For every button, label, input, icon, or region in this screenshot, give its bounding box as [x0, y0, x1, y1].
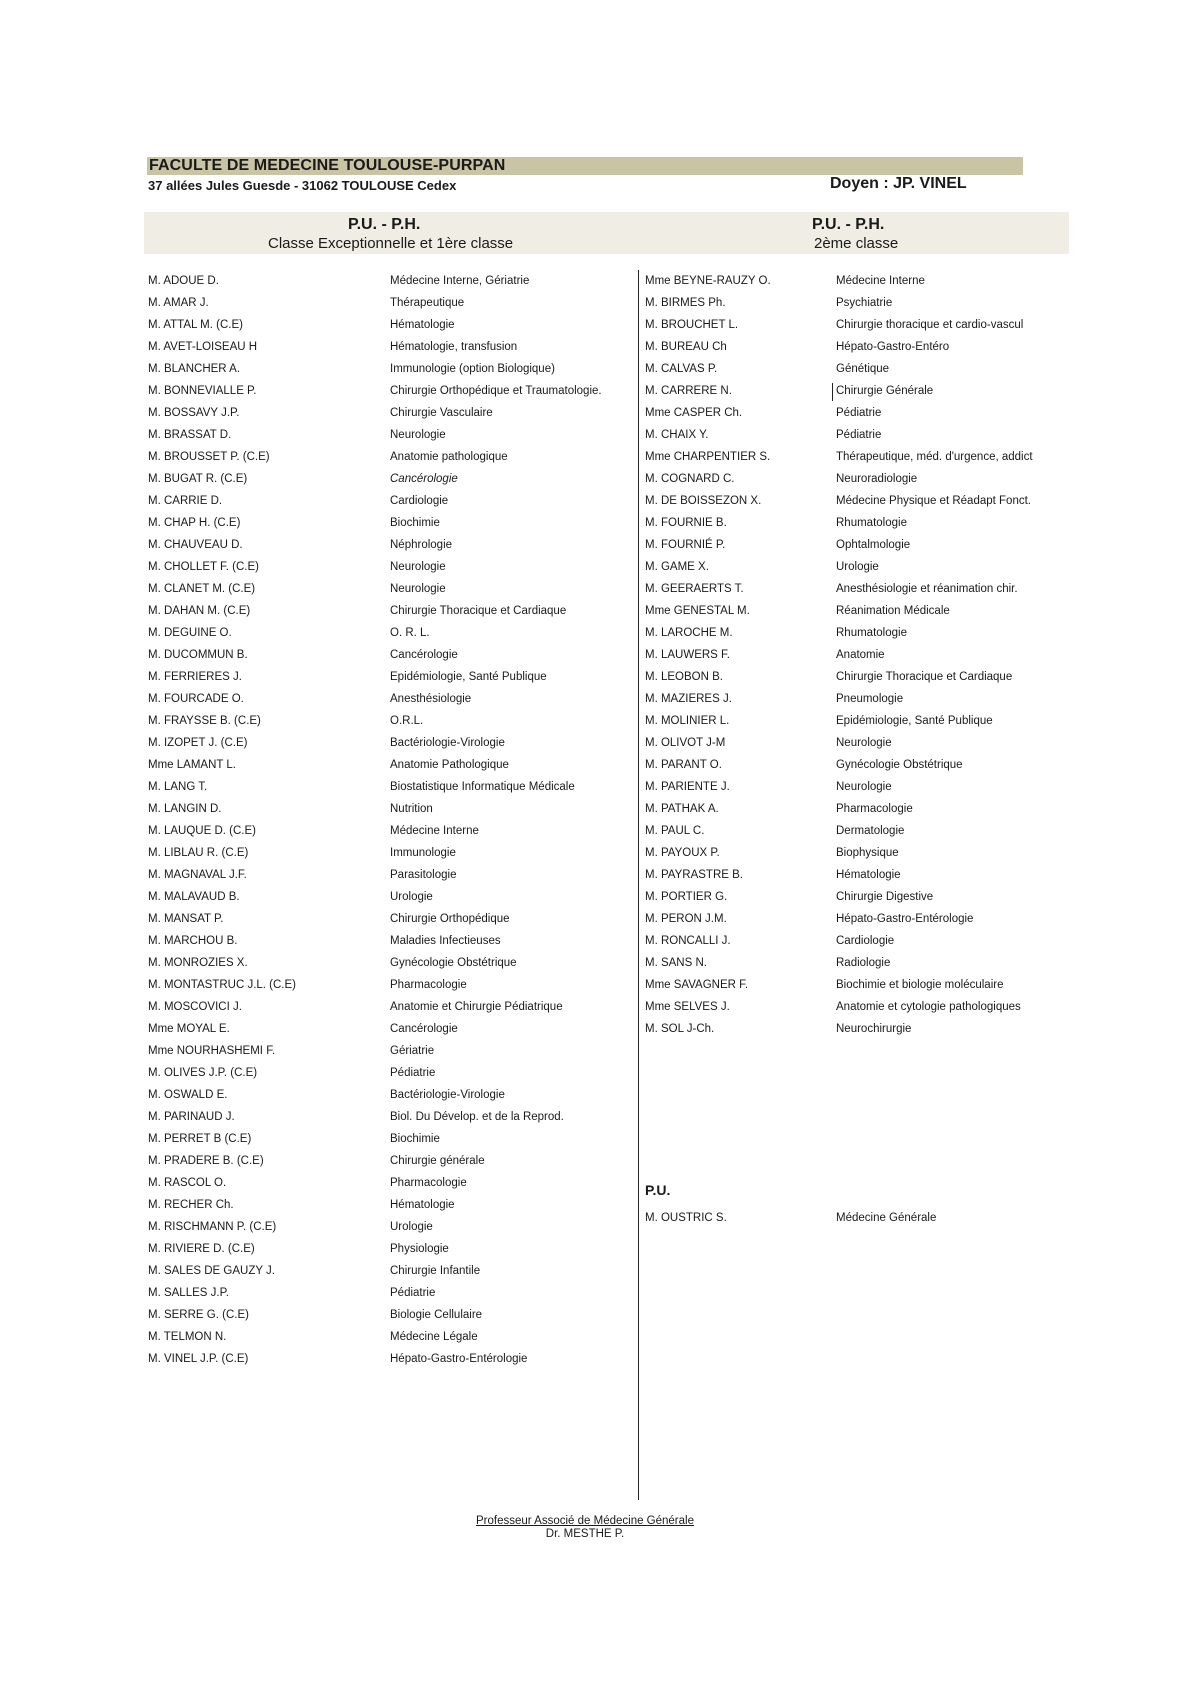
- column-divider: [638, 270, 639, 1500]
- staff-name: M. OUSTRIC S.: [645, 1212, 727, 1224]
- staff-specialty: Pharmacologie: [390, 1177, 467, 1189]
- staff-name: M. LAUQUE D. (C.E): [148, 825, 256, 837]
- staff-row: [148, 1260, 628, 1282]
- staff-name: M. CHOLLET F. (C.E): [148, 561, 259, 573]
- staff-specialty: Parasitologie: [390, 869, 457, 881]
- staff-name: M. RASCOL O.: [148, 1177, 227, 1189]
- staff-specialty: Nutrition: [390, 803, 433, 815]
- staff-specialty: Anatomie: [836, 649, 885, 661]
- staff-specialty: Dermatologie: [836, 825, 905, 837]
- staff-name: M. GAME X.: [645, 561, 709, 573]
- staff-row: [645, 556, 1070, 578]
- staff-row: [148, 1040, 628, 1062]
- staff-name: M. PRADERE B. (C.E): [148, 1155, 264, 1167]
- staff-row: [148, 1304, 628, 1326]
- staff-name: M. AMAR J.: [148, 297, 209, 309]
- staff-row: [645, 930, 1070, 952]
- staff-row: [645, 446, 1070, 468]
- staff-specialty: Médecine Légale: [390, 1331, 478, 1343]
- staff-row: [645, 600, 1070, 622]
- faculty-title-bar: [147, 157, 1023, 175]
- staff-specialty: Bactériologie-Virologie: [390, 1089, 505, 1101]
- staff-row: [645, 336, 1070, 358]
- staff-specialty: Hématologie, transfusion: [390, 341, 518, 353]
- staff-row: [148, 1106, 628, 1128]
- staff-name: M. DAHAN M. (C.E): [148, 605, 251, 617]
- staff-specialty: Hépato-Gastro-Entérologie: [390, 1353, 528, 1365]
- staff-name: M. PARIENTE J.: [645, 781, 730, 793]
- staff-name: M. ADOUE D.: [148, 275, 219, 287]
- staff-specialty: Pneumologie: [836, 693, 904, 705]
- staff-row: [148, 930, 628, 952]
- staff-specialty: Urologie: [390, 1221, 433, 1233]
- staff-name: M. MONROZIES X.: [148, 957, 248, 969]
- staff-row: [148, 556, 628, 578]
- staff-specialty: Immunologie (option Biologique): [390, 363, 555, 375]
- staff-name: M. PORTIER G.: [645, 891, 728, 903]
- staff-row: [645, 776, 1070, 798]
- staff-name: M. CALVAS P.: [645, 363, 718, 375]
- staff-name: M. IZOPET J. (C.E): [148, 737, 248, 749]
- staff-row: [645, 644, 1070, 666]
- staff-name: M. SANS N.: [645, 957, 707, 969]
- right-staff-list: [645, 270, 1070, 1040]
- staff-specialty: Immunologie: [390, 847, 456, 859]
- staff-specialty: Pédiatrie: [836, 407, 882, 419]
- staff-specialty: Chirurgie Digestive: [836, 891, 934, 903]
- staff-row: [148, 798, 628, 820]
- staff-name: Mme MOYAL E.: [148, 1023, 230, 1035]
- staff-name: M. LANG T.: [148, 781, 208, 793]
- staff-name: M. OLIVOT J-M: [645, 737, 726, 749]
- left-staff-list: [148, 270, 628, 1370]
- staff-name: Mme CHARPENTIER S.: [645, 451, 771, 463]
- staff-name: M. RECHER Ch.: [148, 1199, 234, 1211]
- staff-name: M. CLANET M. (C.E): [148, 583, 256, 595]
- staff-row: [148, 1150, 628, 1172]
- staff-row: [148, 908, 628, 930]
- staff-row: [148, 1238, 628, 1260]
- staff-specialty: Thérapeutique: [390, 297, 465, 309]
- staff-row: [645, 314, 1070, 336]
- staff-row: [645, 534, 1070, 556]
- dean-name: Doyen : JP. VINEL: [830, 175, 967, 192]
- staff-specialty: Cancérologie: [390, 1023, 458, 1035]
- staff-row: [148, 820, 628, 842]
- staff-specialty: O. R. L.: [390, 627, 430, 639]
- staff-name: Mme SELVES J.: [645, 1001, 730, 1013]
- staff-row: [148, 974, 628, 996]
- staff-specialty: Anesthésiologie et réanimation chir.: [836, 583, 1018, 595]
- staff-row: [645, 424, 1070, 446]
- staff-row: [148, 512, 628, 534]
- staff-row: [148, 468, 628, 490]
- staff-name: M. ATTAL M. (C.E): [148, 319, 243, 331]
- staff-row: [148, 402, 628, 424]
- staff-specialty: Gériatrie: [390, 1045, 435, 1057]
- staff-row: [645, 1207, 1070, 1229]
- staff-specialty: Biochimie: [390, 517, 440, 529]
- faculty-name: FACULTE DE MEDECINE TOULOUSE-PURPAN: [149, 157, 506, 174]
- staff-name: M. FERRIERES J.: [148, 671, 242, 683]
- staff-name: M. MAGNAVAL J.F.: [148, 869, 247, 881]
- staff-row: [148, 578, 628, 600]
- staff-name: M. CARRERE N.: [645, 385, 732, 397]
- staff-row: [645, 512, 1070, 534]
- staff-name: M. SALLES J.P.: [148, 1287, 229, 1299]
- staff-row: [148, 842, 628, 864]
- staff-specialty: Pédiatrie: [836, 429, 882, 441]
- staff-specialty: Cancérologie: [390, 473, 458, 485]
- staff-row: [148, 1282, 628, 1304]
- staff-row: [148, 534, 628, 556]
- staff-name: M. PARANT O.: [645, 759, 722, 771]
- staff-name: M. LIBLAU R. (C.E): [148, 847, 249, 859]
- staff-row: [148, 424, 628, 446]
- staff-specialty: Génétique: [836, 363, 890, 375]
- staff-name: M. PERRET B (C.E): [148, 1133, 252, 1145]
- staff-specialty: Anatomie et cytologie pathologiques: [836, 1001, 1021, 1013]
- staff-name: M. BONNEVIALLE P.: [148, 385, 257, 397]
- staff-row: [148, 600, 628, 622]
- staff-name: Mme BEYNE-RAUZY O.: [645, 275, 771, 287]
- staff-specialty: Chirurgie générale: [390, 1155, 485, 1167]
- staff-specialty: Biologie Cellulaire: [390, 1309, 483, 1321]
- staff-row: [148, 952, 628, 974]
- staff-name: M. RIVIERE D. (C.E): [148, 1243, 255, 1255]
- staff-specialty: Anesthésiologie: [390, 693, 472, 705]
- staff-name: M. SOL J-Ch.: [645, 1023, 715, 1035]
- staff-specialty: Neurologie: [390, 429, 446, 441]
- staff-row: [148, 1084, 628, 1106]
- staff-specialty: Neurochirurgie: [836, 1023, 912, 1035]
- staff-name: M. CHAIX Y.: [645, 429, 709, 441]
- staff-specialty: Néphrologie: [390, 539, 453, 551]
- staff-specialty: Anatomie et Chirurgie Pédiatrique: [390, 1001, 563, 1013]
- left-section-subtitle: Classe Exceptionnelle et 1ère classe: [268, 235, 514, 252]
- staff-row: [148, 336, 628, 358]
- staff-specialty: Anatomie Pathologique: [390, 759, 509, 771]
- staff-name: Mme LAMANT L.: [148, 759, 236, 771]
- staff-name: M. MARCHOU B.: [148, 935, 238, 947]
- staff-specialty: Chirurgie Thoracique et Cardiaque: [836, 671, 1013, 683]
- staff-row: [148, 1194, 628, 1216]
- staff-row: [645, 798, 1070, 820]
- staff-name: M. GEERAERTS T.: [645, 583, 744, 595]
- staff-name: M. MAZIERES J.: [645, 693, 732, 705]
- staff-specialty: O.R.L.: [390, 715, 424, 727]
- staff-row: [148, 1326, 628, 1348]
- staff-name: M. CHAP H. (C.E): [148, 517, 241, 529]
- staff-row: [645, 886, 1070, 908]
- staff-row: [645, 292, 1070, 314]
- staff-name: M. MOLINIER L.: [645, 715, 730, 727]
- staff-row: [148, 996, 628, 1018]
- staff-specialty: Biochimie et biologie moléculaire: [836, 979, 1004, 991]
- staff-name: M. BROUSSET P. (C.E): [148, 451, 270, 463]
- staff-specialty: Chirurgie Vasculaire: [390, 407, 493, 419]
- staff-name: M. DE BOISSEZON X.: [645, 495, 762, 507]
- staff-row: [148, 776, 628, 798]
- staff-row: [645, 578, 1070, 600]
- footer-title: Professeur Associé de Médecine Générale: [476, 1515, 694, 1527]
- staff-name: M. MALAVAUD B.: [148, 891, 240, 903]
- staff-name: M. PAYRASTRE B.: [645, 869, 743, 881]
- staff-row: [645, 820, 1070, 842]
- staff-name: M. BOSSAVY J.P.: [148, 407, 240, 419]
- staff-name: M. LANGIN D.: [148, 803, 222, 815]
- staff-name: M. FOURCADE O.: [148, 693, 244, 705]
- staff-specialty: Chirurgie Thoracique et Cardiaque: [390, 605, 567, 617]
- staff-specialty: Médecine Interne: [836, 275, 925, 287]
- staff-name: Mme GENESTAL M.: [645, 605, 750, 617]
- staff-name: M. BIRMES Ph.: [645, 297, 726, 309]
- staff-name: M. MOSCOVICI J.: [148, 1001, 242, 1013]
- staff-row: [645, 380, 1070, 402]
- staff-name: M. VINEL J.P. (C.E): [148, 1353, 249, 1365]
- staff-row: [148, 1216, 628, 1238]
- staff-row: [645, 710, 1070, 732]
- staff-name: M. COGNARD C.: [645, 473, 735, 485]
- staff-specialty: Anatomie pathologique: [390, 451, 508, 463]
- staff-row: [645, 996, 1070, 1018]
- staff-row: [148, 1348, 628, 1370]
- staff-specialty: Biol. Du Dévelop. et de la Reprod.: [390, 1111, 564, 1123]
- staff-specialty: Médecine Générale: [836, 1212, 937, 1224]
- staff-row: [645, 468, 1070, 490]
- staff-name: M. LEOBON B.: [645, 671, 723, 683]
- staff-specialty: Neurologie: [390, 583, 446, 595]
- staff-specialty: Hématologie: [836, 869, 901, 881]
- staff-name: M. BUGAT R. (C.E): [148, 473, 248, 485]
- staff-specialty: Neurologie: [836, 781, 892, 793]
- staff-name: M. MONTASTRUC J.L. (C.E): [148, 979, 297, 991]
- staff-specialty: Chirurgie Générale: [836, 385, 934, 397]
- staff-specialty: Médecine Interne, Gériatrie: [390, 275, 530, 287]
- staff-specialty: Pédiatrie: [390, 1067, 436, 1079]
- staff-name: M. OSWALD E.: [148, 1089, 228, 1101]
- staff-name: M. MANSAT P.: [148, 913, 224, 925]
- staff-specialty: Maladies Infectieuses: [390, 935, 501, 947]
- staff-row: [645, 952, 1070, 974]
- staff-row: [645, 666, 1070, 688]
- staff-row: [148, 358, 628, 380]
- staff-name: M. PARINAUD J.: [148, 1111, 235, 1123]
- staff-specialty: Réanimation Médicale: [836, 605, 950, 617]
- staff-specialty: Neurologie: [836, 737, 892, 749]
- staff-name: M. BLANCHER A.: [148, 363, 241, 375]
- staff-specialty: Cardiologie: [836, 935, 895, 947]
- staff-row: [148, 1062, 628, 1084]
- left-section-title: P.U. - P.H.: [348, 216, 421, 233]
- staff-name: M. BUREAU Ch: [645, 341, 727, 353]
- staff-name: M. BROUCHET L.: [645, 319, 739, 331]
- staff-name: M. SALES DE GAUZY J.: [148, 1265, 275, 1277]
- staff-specialty: Gynécologie Obstétrique: [836, 759, 963, 771]
- staff-row: [645, 490, 1070, 512]
- staff-specialty: Urologie: [836, 561, 879, 573]
- staff-name: Mme SAVAGNER F.: [645, 979, 749, 991]
- staff-name: M. SERRE G. (C.E): [148, 1309, 249, 1321]
- staff-name: M. PAYOUX P.: [645, 847, 720, 859]
- staff-row: [148, 864, 628, 886]
- staff-specialty: Epidémiologie, Santé Publique: [836, 715, 993, 727]
- staff-row: [148, 710, 628, 732]
- staff-specialty: Chirurgie Orthopédique et Traumatologie.: [390, 385, 602, 397]
- staff-name: M. TELMON N.: [148, 1331, 227, 1343]
- staff-name: M. OLIVES J.P. (C.E): [148, 1067, 258, 1079]
- staff-name: M. LAROCHE M.: [645, 627, 733, 639]
- staff-specialty: Thérapeutique, méd. d'urgence, addict: [836, 451, 1033, 463]
- staff-row: [645, 754, 1070, 776]
- staff-row: [148, 380, 628, 402]
- staff-specialty: Psychiatrie: [836, 297, 893, 309]
- staff-specialty: Urologie: [390, 891, 433, 903]
- staff-name: M. CHAUVEAU D.: [148, 539, 243, 551]
- right-section-subtitle: 2ème classe: [814, 235, 899, 252]
- staff-specialty: Médecine Physique et Réadapt Fonct.: [836, 495, 1031, 507]
- footer-name: Dr. MESTHE P.: [545, 1528, 625, 1540]
- staff-specialty: Médecine Interne: [390, 825, 479, 837]
- staff-row: [148, 1018, 628, 1040]
- staff-specialty: Hématologie: [390, 1199, 455, 1211]
- staff-row: [148, 644, 628, 666]
- staff-name: Mme CASPER Ch.: [645, 407, 743, 419]
- staff-specialty: Radiologie: [836, 957, 891, 969]
- staff-row: [645, 908, 1070, 930]
- faculty-address: 37 allées Jules Guesde - 31062 TOULOUSE Cedex: [148, 178, 457, 193]
- pu-staff-list: [645, 1207, 1070, 1229]
- staff-name: M. DUCOMMUN B.: [148, 649, 248, 661]
- staff-specialty: Neurologie: [390, 561, 446, 573]
- staff-row: [645, 842, 1070, 864]
- staff-specialty: Bactériologie-Virologie: [390, 737, 505, 749]
- staff-name: M. FOURNIÉ P.: [645, 539, 726, 551]
- staff-specialty: Biochimie: [390, 1133, 440, 1145]
- staff-specialty: Hépato-Gastro-Entérologie: [836, 913, 974, 925]
- staff-row: [645, 732, 1070, 754]
- staff-row: [148, 666, 628, 688]
- staff-specialty: Rhumatologie: [836, 517, 907, 529]
- staff-row: [148, 622, 628, 644]
- staff-row: [148, 754, 628, 776]
- pu-section-title: P.U.: [645, 1182, 671, 1198]
- staff-name: M. PATHAK A.: [645, 803, 719, 815]
- staff-specialty: Chirurgie Orthopédique: [390, 913, 510, 925]
- staff-row: [148, 688, 628, 710]
- staff-row: [645, 622, 1070, 644]
- staff-name: M. LAUWERS F.: [645, 649, 730, 661]
- staff-row: [148, 732, 628, 754]
- staff-name: M. CARRIE D.: [148, 495, 223, 507]
- staff-specialty: Pharmacologie: [836, 803, 913, 815]
- staff-row: [148, 314, 628, 336]
- staff-name: Mme NOURHASHEMI F.: [148, 1045, 276, 1057]
- staff-specialty: Cancérologie: [390, 649, 458, 661]
- staff-specialty: Pharmacologie: [390, 979, 467, 991]
- staff-name: M. DEGUINE O.: [148, 627, 232, 639]
- staff-specialty: Ophtalmologie: [836, 539, 911, 551]
- right-section-title: P.U. - P.H.: [812, 216, 885, 233]
- staff-specialty: Epidémiologie, Santé Publique: [390, 671, 547, 683]
- staff-row: [645, 358, 1070, 380]
- staff-name: M. BRASSAT D.: [148, 429, 232, 441]
- staff-row: [645, 688, 1070, 710]
- footer: [395, 1515, 775, 1541]
- staff-specialty: Rhumatologie: [836, 627, 907, 639]
- staff-specialty: Hématologie: [390, 319, 455, 331]
- staff-specialty: Gynécologie Obstétrique: [390, 957, 517, 969]
- staff-specialty: Biostatistique Informatique Médicale: [390, 781, 575, 793]
- staff-specialty: Chirurgie Infantile: [390, 1265, 481, 1277]
- staff-specialty: Neuroradiologie: [836, 473, 918, 485]
- staff-row: [148, 1172, 628, 1194]
- staff-row: [645, 1018, 1070, 1040]
- staff-specialty: Physiologie: [390, 1243, 449, 1255]
- staff-name: M. FRAYSSE B. (C.E): [148, 715, 261, 727]
- staff-specialty: Hépato-Gastro-Entéro: [836, 341, 950, 353]
- staff-row: [645, 974, 1070, 996]
- staff-name: M. PERON J.M.: [645, 913, 727, 925]
- staff-row: [148, 490, 628, 512]
- staff-row: [148, 292, 628, 314]
- staff-row: [148, 270, 628, 292]
- staff-row: [645, 270, 1070, 292]
- staff-specialty: Cardiologie: [390, 495, 449, 507]
- staff-name: M. RISCHMANN P. (C.E): [148, 1221, 277, 1233]
- staff-name: M. FOURNIE B.: [645, 517, 727, 529]
- staff-row: [148, 1128, 628, 1150]
- staff-name: M. PAUL C.: [645, 825, 705, 837]
- staff-specialty: Biophysique: [836, 847, 899, 859]
- staff-row: [148, 886, 628, 908]
- staff-specialty: Chirurgie thoracique et cardio-vascul: [836, 319, 1024, 331]
- staff-row: [148, 446, 628, 468]
- staff-row: [645, 402, 1070, 424]
- staff-specialty: Pédiatrie: [390, 1287, 436, 1299]
- staff-name: M. AVET-LOISEAU H: [148, 341, 258, 353]
- staff-row: [645, 864, 1070, 886]
- staff-name: M. RONCALLI J.: [645, 935, 731, 947]
